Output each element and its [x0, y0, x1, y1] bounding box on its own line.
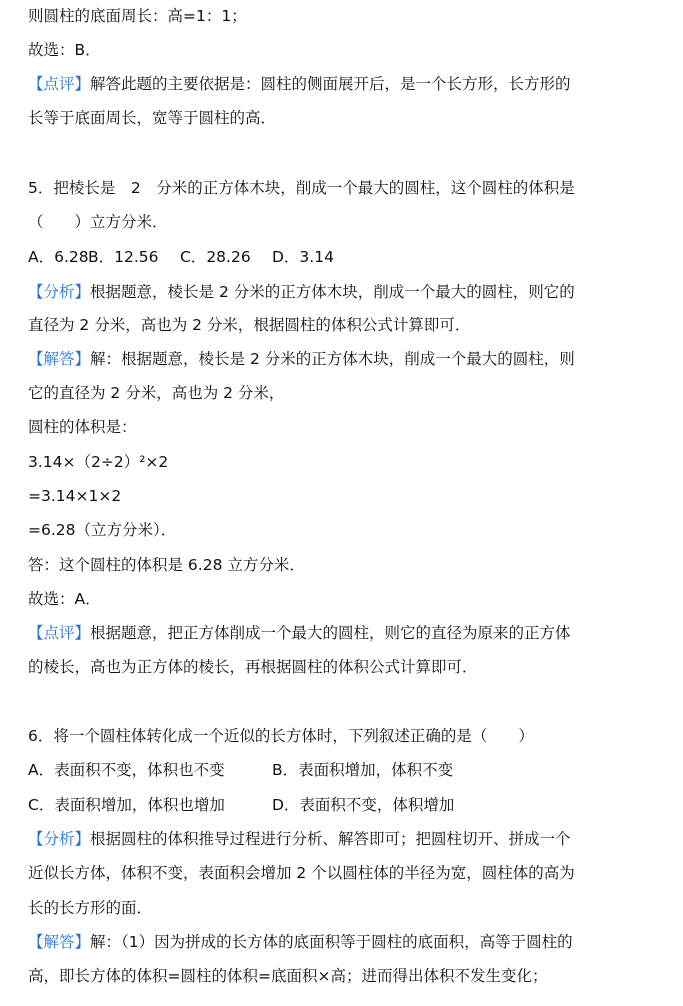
text-line: 长等于底面周长，宽等于圆柱的高． [28, 109, 277, 127]
text-line: 则圆柱的底面周长：高=1：1； [28, 7, 247, 25]
option-b: B．表面积增加，体积不变 [272, 761, 454, 779]
text-line: 故选：A． [28, 590, 101, 608]
option-d: D．表面积不变，体积增加 [272, 796, 455, 814]
question-6-options [28, 758, 669, 782]
comment-tag: 【点评】 [28, 75, 91, 93]
text-line [28, 280, 669, 304]
formula-line: =3.14×1×2 [28, 487, 122, 505]
option-d: D．3.14 [272, 248, 334, 266]
answer-tag: 【解答】 [28, 350, 91, 368]
analysis-text: 根据圆柱的体积推导过程进行分析、解答即可；把圆柱切开、拼成一个 [90, 830, 571, 848]
text-line: 故选：B． [28, 41, 101, 59]
option-b: B．12.56 [88, 248, 159, 266]
text-line: 的棱长，高也为正方体的棱长，再根据圆柱的体积公式计算即可． [28, 658, 478, 676]
option-c: C．28.26 [180, 248, 251, 266]
option-a: A．6.28 [28, 248, 89, 266]
formula-line: 3.14×（2÷2）²×2 [28, 453, 169, 471]
comment-text: 根据题意，把正方体削成一个最大的圆柱，则它的直径为原来的正方体 [90, 624, 571, 642]
comment-text: 解答此题的主要依据是：圆柱的侧面展开后，是一个长方形，长方形的 [90, 75, 571, 93]
text-line [28, 72, 669, 96]
formula-line: =6.28（立方分米）． [28, 521, 177, 539]
text-line: 直径为 2 分米，高也为 2 分米，根据圆柱的体积公式计算即可． [28, 316, 471, 334]
question-5-stem: 5．把棱长是 2 分米的正方体木块，削成一个最大的圆柱，这个圆柱的体积是 [28, 179, 575, 197]
text-line: 圆柱的体积是： [28, 418, 137, 436]
text-line: 高，即长方体的体积=圆柱的体积=底面积×高；进而得出体积不发生变化； [28, 967, 548, 985]
analysis-text: 根据题意，棱长是 2 分米的正方体木块，削成一个最大的圆柱，则它的 [90, 283, 575, 301]
text-line [28, 827, 669, 851]
answer-tag: 【解答】 [28, 933, 91, 951]
question-5-stem: （ ）立方分米． [28, 213, 168, 231]
text-line: 答：这个圆柱的体积是 6.28 立方分米． [28, 556, 305, 574]
text-line: 它的直径为 2 分米，高也为 2 分米， [28, 384, 285, 402]
question-5-options [28, 245, 669, 269]
text-line [28, 347, 669, 371]
text-line: 长的长方形的面． [28, 899, 153, 917]
answer-text: 解：根据题意，棱长是 2 分米的正方体木块，削成一个最大的圆柱，则 [90, 350, 575, 368]
analysis-tag: 【分析】 [28, 283, 91, 301]
answer-text: 解：（1）因为拼成的长方体的底面积等于圆柱的底面积，高等于圆柱的 [90, 933, 573, 951]
comment-tag: 【点评】 [28, 624, 91, 642]
text-line: 近似长方体，体积不变，表面积会增加 2 个以圆柱体的半径为宽，圆柱体的高为 [28, 864, 575, 882]
question-6-stem: 6．将一个圆柱体转化成一个近似的长方体时，下列叙述正确的是（ ） [28, 727, 534, 745]
analysis-tag: 【分析】 [28, 830, 91, 848]
question-6-options [28, 793, 669, 817]
option-a: A．表面积不变，体积也不变 [28, 761, 225, 779]
text-line [28, 621, 669, 645]
text-line [28, 930, 669, 954]
option-c: C．表面积增加，体积也增加 [28, 796, 225, 814]
